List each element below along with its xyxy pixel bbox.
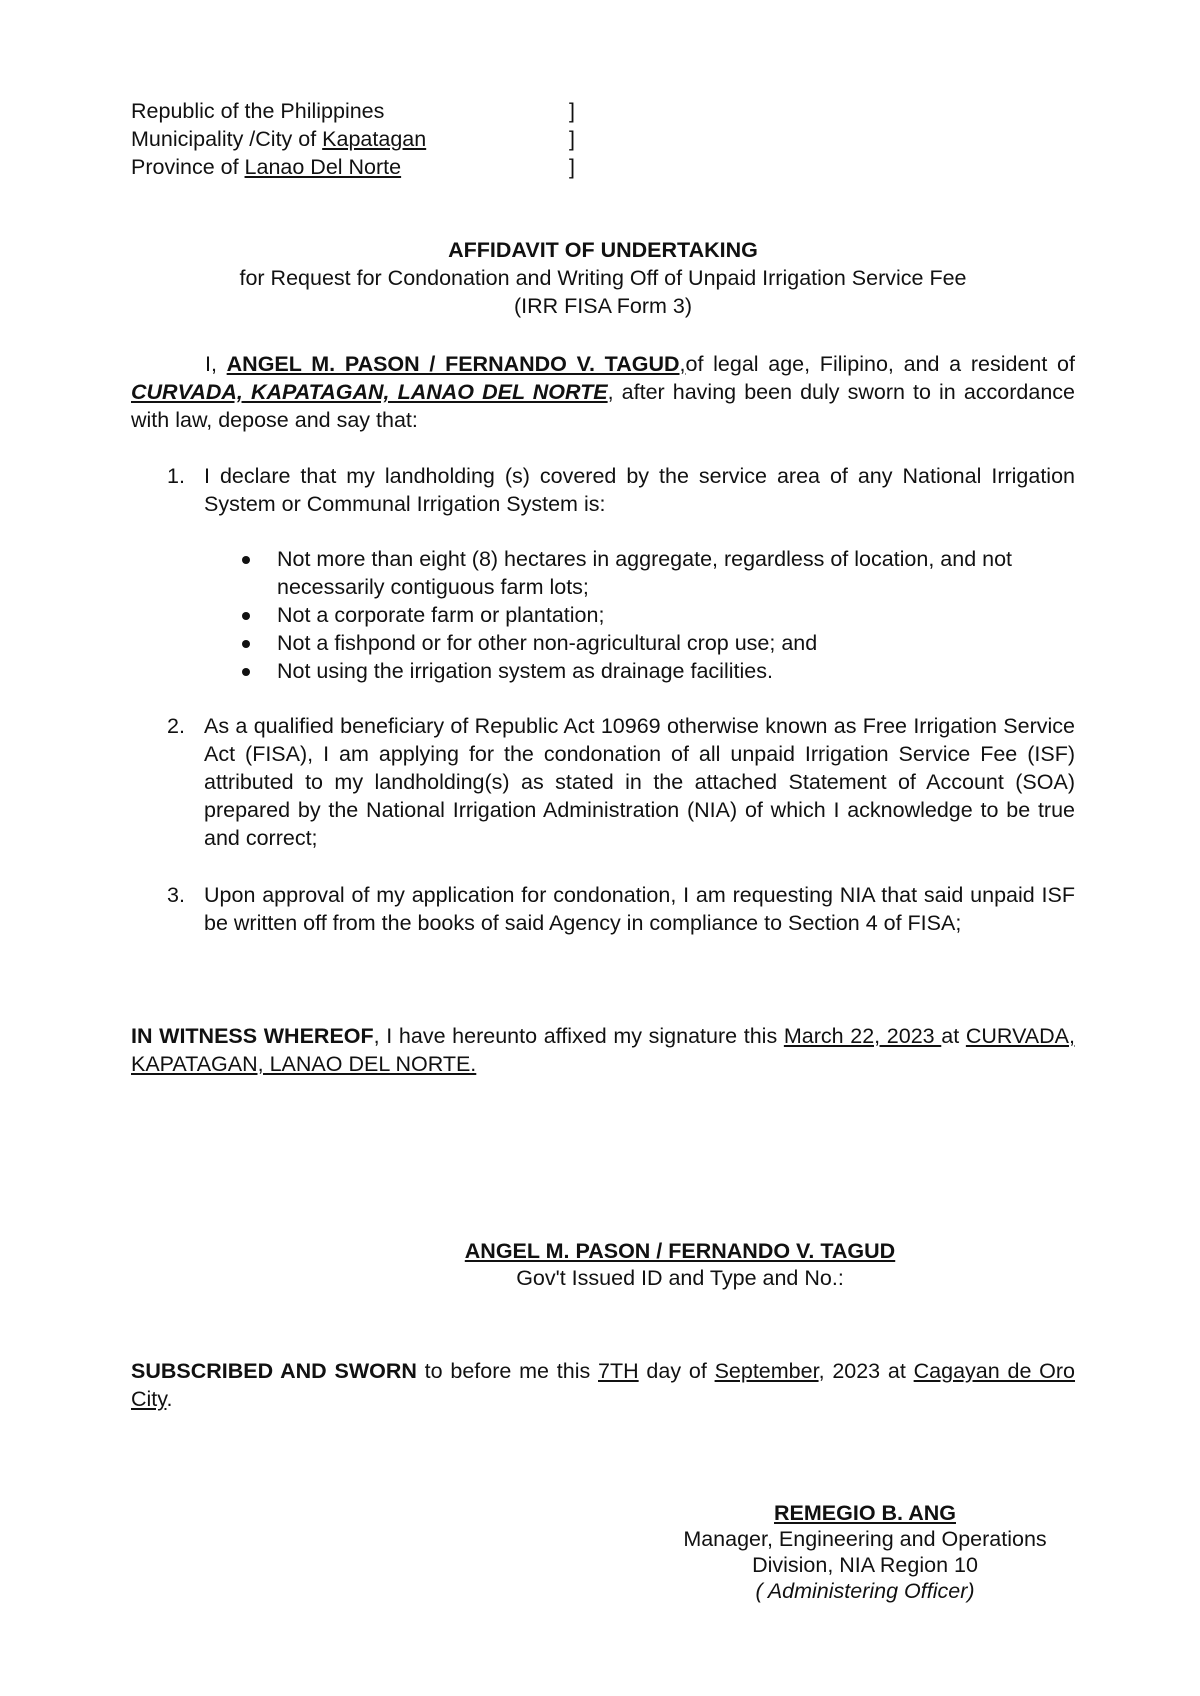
numbered-item-3 [131,881,1075,937]
venue-country: Republic of the Philippines [131,99,385,123]
bullet-dot-icon [242,668,250,676]
item-text: Upon approval of my application for condonation, I am requesting NIA that said unpaid ISF be written off from the books of said Agency in compliance to Section 4 of FISA; [204,883,1075,935]
witness-at: at [941,1024,966,1048]
jurat-end: . [166,1387,173,1411]
venue-bracket: ] [569,99,575,123]
bullet-dot-icon [242,556,250,564]
venue-municipality-row [131,125,591,153]
affiant-address: CURVADA, KAPATAGAN, LANAO DEL NORTE [131,380,608,404]
venue-block [131,97,591,181]
venue-province-row [131,153,591,181]
item-number: 3. [167,883,185,907]
bullet-item [204,545,1075,601]
numbered-item-1 [131,462,1075,518]
eligibility-bullet-list [204,545,1075,685]
officer-role: ( Administering Officer) [755,1579,975,1603]
jurat-text: day of [638,1359,715,1383]
affiant-id-label: Gov't Issued ID and Type and No.: [516,1266,844,1290]
jurat-place: Cagayan de Oro City [131,1359,1076,1411]
intro-suffix: , after having been duly sworn to in accordance with law, depose and say that: [131,380,1075,432]
jurat-text: , 2023 at [818,1359,914,1383]
venue-municipality-value: Kapatagan [322,127,427,151]
bullet-item [204,629,1075,657]
jurat-day: 7TH [598,1359,639,1383]
jurat-text: to before me this [416,1359,599,1383]
item-number: 1. [167,464,185,488]
bullet-text: Not a corporate farm or plantation; [277,603,605,627]
document-title-block [131,236,1075,320]
document-subtitle: for Request for Condonation and Writing Off of Unpaid Irrigation Service Fee [239,266,967,290]
bullet-item [204,601,1075,629]
jurat-paragraph [131,1357,1075,1413]
bullet-dot-icon [242,612,250,620]
item-text: As a qualified beneficiary of Republic Act 10969 otherwise known as Free Irrigation Service Act (FISA), I am applying for the condonation of all unpaid Irrigation Service Fee (ISF) attributed to my landholding(s) as stated in the attached Statement of Account (SOA) prepared by the National Irrigation Administration (NIA) of which I acknowledge to be true and correct; [204,714,1075,850]
officer-title-line1: Manager, Engineering and Operations [683,1527,1047,1551]
intro-mid: of legal age, Filipino, and a resident of [685,352,1075,376]
item-number: 2. [167,714,185,738]
officer-title-line2: Division, NIA Region 10 [752,1553,978,1577]
bullet-text: Not a fishpond or for other non-agricultural crop use; and [277,631,818,655]
affiant-signature-block [380,1238,980,1292]
numbered-item-2 [131,712,1075,852]
witness-text: , I have hereunto affixed my signature this [373,1024,784,1048]
bullet-text: Not more than eight (8) hectares in aggregate, regardless of location, and not necessarily contiguous farm lots; [277,547,1013,599]
jurat-lead: SUBSCRIBED AND SWORN [131,1359,417,1383]
venue-country-row [131,97,591,125]
venue-bracket: ] [569,127,575,151]
bullet-item [204,657,1075,685]
document-form-number: (IRR FISA Form 3) [514,294,692,318]
bullet-dot-icon [242,640,250,648]
witness-paragraph [131,1022,1075,1078]
bullet-text: Not using the irrigation system as drainage facilities. [277,659,773,683]
affiant-names: ANGEL M. PASON / FERNANDO V. TAGUD [226,352,680,376]
administering-officer-block [655,1500,1075,1604]
intro-comma: , [679,352,686,376]
witness-lead: IN WITNESS WHEREOF [131,1024,374,1048]
officer-name: REMEGIO B. ANG [774,1501,956,1525]
intro-prefix: I, [205,352,227,376]
document-title: AFFIDAVIT OF UNDERTAKING [448,238,758,262]
venue-province-label: Province of [131,155,245,179]
witness-date: March 22, 2023 [783,1024,942,1048]
jurat-month: September [714,1359,819,1383]
intro-paragraph [131,350,1075,434]
affiant-signature-name: ANGEL M. PASON / FERNANDO V. TAGUD [464,1239,896,1263]
venue-province-value: Lanao Del Norte [244,155,402,179]
venue-municipality-label: Municipality /City of [131,127,323,151]
venue-bracket: ] [569,155,575,179]
item-text: I declare that my landholding (s) covered by the service area of any National Irrigation System or Communal Irrigation System is: [204,464,1075,516]
witness-place: CURVADA, KAPATAGAN, LANAO DEL NORTE. [131,1024,1075,1076]
